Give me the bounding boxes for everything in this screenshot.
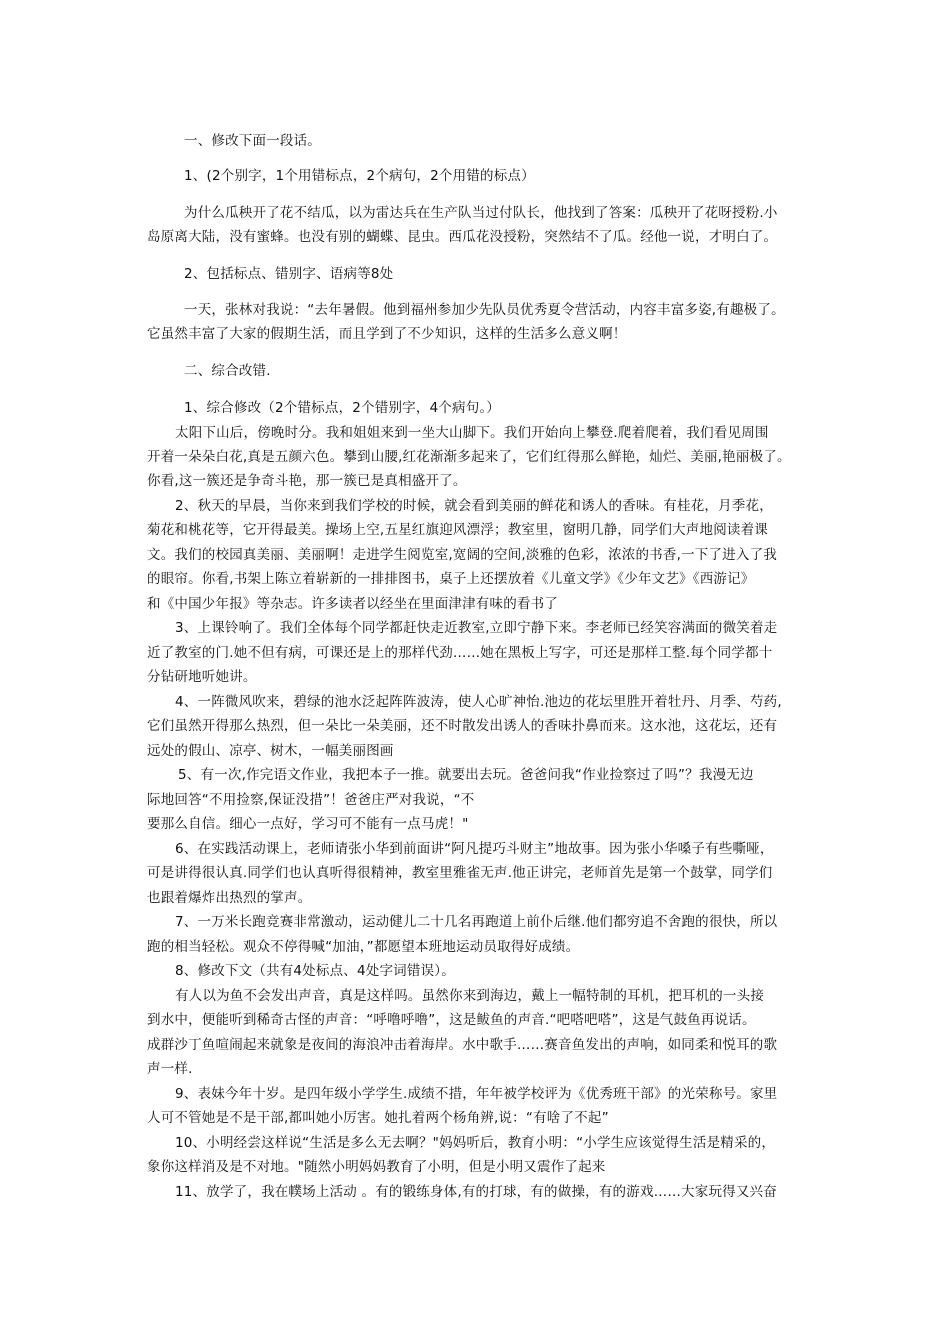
s2-9-line-2: 人可不管她是不是干部,都叫她小厉害。她扎着两个杨角辨,说：“有啥了不起” [147, 1110, 609, 1126]
q2-title: 2、包括标点、错别字、语病等8处 [184, 266, 394, 282]
s2-4-line-2: 它们虽然开得那么热烈，但一朵比一朵美丽，还不时散发出诱人的香味扑鼻而来。这水池，这花坛，还有 [147, 718, 778, 734]
s2-10-line-1: 10、小明经尝这样说“生活是多么无去啊？"妈妈听后，教育小明：“小学生应该觉得生活是精采的， [175, 1135, 776, 1151]
q2-line-1: 一天，张林对我说：“去年暑假。他到福州参加少先队员优秀夏令营活动，内容丰富多姿,有趣极了。 [184, 302, 785, 318]
s2-4-line-1: 4、一阵微风吹来，碧绿的池水泛起阵阵波涛，使人心旷神怡.池边的花坛里胜开着牡丹、月季、芍药, [175, 694, 782, 710]
q1-line-2: 岛原离大陆，没有蜜蜂。也没有别的蝴蝶、昆虫。西瓜花没授粉，突然结不了瓜。经他一说，才明白了。 [147, 229, 778, 245]
s2-8-line-2: 到水中，便能听到稀奇古怪的声音：“呼噜呼噜”，这是鲅鱼的声音.“吧嗒吧嗒”，这是气鼓鱼再说话。 [147, 1012, 756, 1028]
s2-1-line-3: 你看,这一簇还是争奇斗艳，那一簇已是真相盛开了。 [147, 473, 467, 489]
s2-11-line-1: 11、放学了，我在幞场上活动 。有的锻练身体,有的打球，有的做操，有的游戏……大家玩得又兴奋 [175, 1184, 777, 1200]
q1-line-1: 为什么瓜秧开了花不结瓜，以为雷达兵在生产队当过付队长，他找到了答案：瓜秧开了花呀授粉.小 [184, 205, 778, 221]
s2-1-line-2: 开着一朵朵白花,真是五颜六色。攀到山腰,红花渐渐多起来了，它们红得那么鲜艳，灿烂、美丽,艳丽极了。 [147, 449, 791, 465]
s2-6-line-2: 可是讲得很认真.同学们也认真听得很精神，教室里雅雀无声.他正讲完，老师首先是第一个鼓掌，同学们 [147, 865, 773, 881]
s2-5-line-2: 际地回答“不用捡察,保证没措”！爸爸庄严对我说，“不 [147, 792, 475, 808]
s2-8-line-3: 成群沙丁鱼喧闹起来就象是夜间的海浪冲击着海岸。水中歌手……赛音鱼发出的声响，如同柔和悦耳的歌 [147, 1037, 778, 1053]
s2-3-line-3: 分钻研地听她讲。 [147, 669, 257, 685]
s2-8-line-1: 有人以为鱼不会发出声音，真是这样吗。虽然你来到海边，戴上一幅特制的耳机，把耳机的一头接 [175, 988, 765, 1004]
s2-7-line-1: 7、一万米长跑竞赛非常激动，运动健儿二十几名再跑道上前仆后继.他们都穷追不舍跑的很快，所以 [175, 914, 778, 930]
s2-7-line-2: 跑的相当轻松。观众不停得喊“加油，”都愿望本班地运动员取得好成绩。 [147, 939, 580, 955]
s2-1-title: 1、综合修改（2个错标点，2个错别字，4个病句。） [184, 400, 501, 416]
s2-2-line-5: 和《中国少年报》等杂志。许多读者以经坐在里面津津有味的看书了 [147, 596, 558, 612]
s2-3-line-1: 3、上课铃响了。我们全体每个同学都赶快走近教室,立即宁静下来。李老师已经笑容满面的微笑着走 [175, 620, 778, 636]
s2-3-line-2: 近了教室的门.她不但有病，可课还是上的那样代劲……她在黑板上写字，可还是那样工整.每个同学都十 [147, 645, 773, 661]
s2-2-line-3: 文。我们的校园真美丽、美丽啊！走进学生阅览室,宽阔的空间,淡雅的色彩，浓浓的书香,一下了进入了我 [147, 547, 777, 563]
section2-heading: 二、综合改错. [184, 363, 271, 379]
s2-5-line-1: 5、有一次,作完语文作业，我把本子一推。就要出去玩。爸爸问我“作业捡察过了吗”？我漫无边 [178, 767, 754, 783]
s2-6-line-1: 6、在实践活动课上，老师请张小华到前面讲“阿凡提巧斗财主”地故事。因为张小华嗓子有些嘶哑， [175, 841, 774, 857]
s2-2-line-2: 菊花和桃花等，它开得最美。操场上空,五星红旗迎风漂浮；教室里，窗明几静，同学们大声地阅读着课 [147, 522, 768, 538]
s2-2-line-4: 的眼帘。你看,书架上陈立着崭新的一排排图书，桌子上还摆放着《儿童文学》《少年文艺》《西游记》 [147, 571, 755, 587]
s2-8-title: 8、修改下文（共有4处标点、4处字词错误）。 [175, 963, 455, 979]
s2-4-line-3: 远处的假山、凉亭、树木，一幅美丽图画 [147, 743, 394, 759]
q2-line-2: 它虽然丰富了大家的假期生活，而且学到了不少知识，这样的生活多么意义啊！ [147, 326, 627, 342]
s2-6-line-3: 也跟着爆炸出热烈的掌声。 [147, 890, 312, 906]
s2-8-line-4: 声一样. [147, 1061, 193, 1077]
s2-1-line-1: 太阳下山后，傍晚时分。我和姐姐来到一坐大山脚下。我们开始向上攀登.爬着爬着，我们看见周围 [175, 425, 769, 441]
s2-2-line-1: 2、秋天的早晨，当你来到我们学校的时候，就会看到美丽的鲜花和诱人的香味。有桂花，月季花， [175, 498, 773, 514]
s2-9-line-1: 9、表妹今年十岁。是四年级小学学生.成绩不措，年年被学校评为《优秀班干部》的光荣称号。家里 [175, 1086, 778, 1102]
s2-5-line-3: 要那么自信。细心一点好，学习可不能有一点马虎！" [147, 816, 469, 832]
q1-title: 1、(2个别字，1个用错标点，2个病句，2个用错的标点） [184, 168, 535, 184]
section1-heading: 一、修改下面一段话。 [184, 133, 321, 149]
s2-10-line-2: 象你这样消及是不对地。"随然小明妈妈教育了小明，但是小明又震作了起来 [147, 1159, 606, 1175]
